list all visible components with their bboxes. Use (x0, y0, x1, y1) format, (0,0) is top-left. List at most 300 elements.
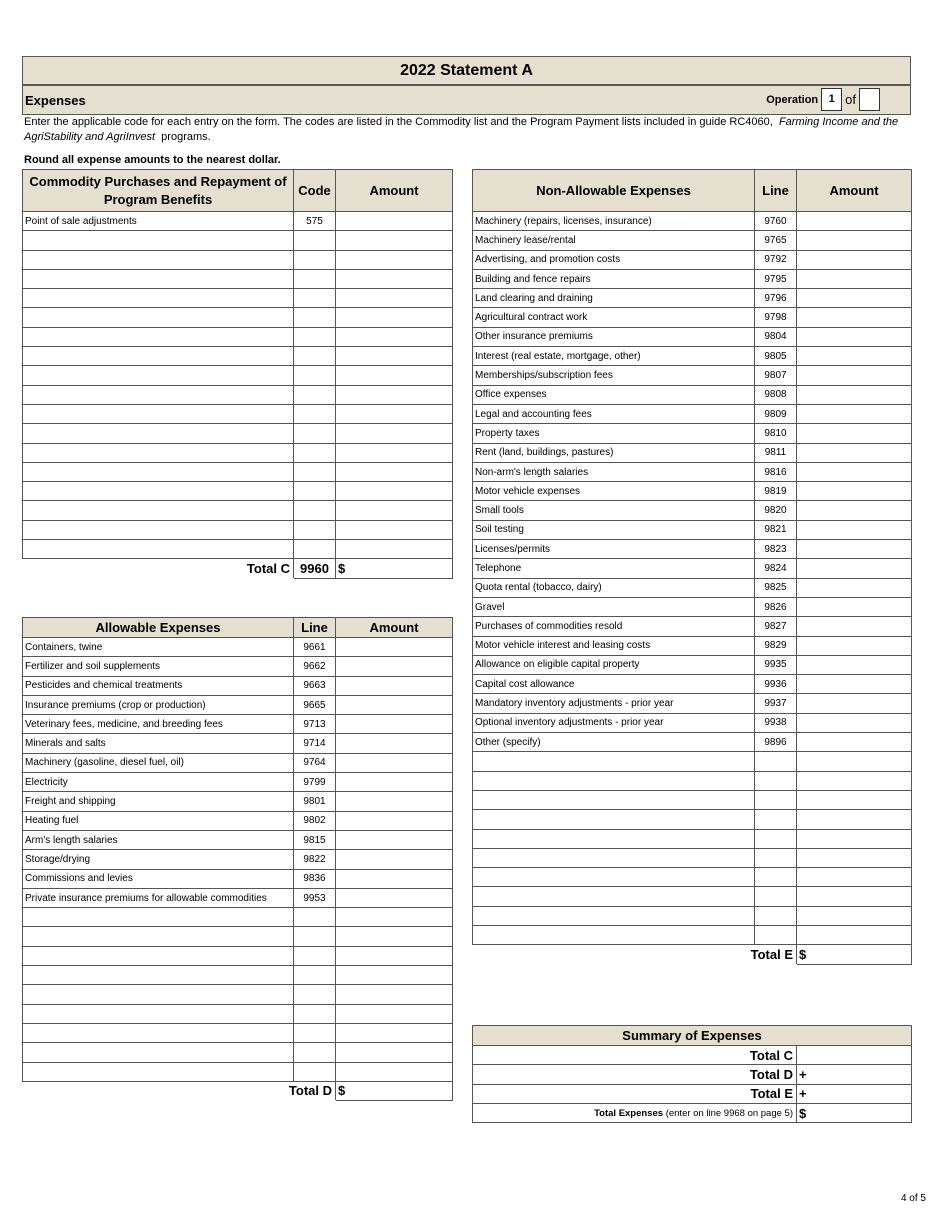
summary-total-row (473, 1103, 912, 1122)
summary-row (473, 1046, 912, 1065)
commodity-row (23, 308, 453, 327)
allowable-amount-field[interactable] (336, 850, 453, 869)
non-allowable-amount-field[interactable] (797, 443, 912, 462)
allowable-row (23, 908, 453, 927)
non-allowable-row (473, 810, 912, 829)
commodity-desc-cell[interactable] (23, 347, 294, 366)
allowable-line-cell[interactable] (294, 1062, 336, 1081)
allowable-header-amount: Amount (336, 618, 453, 638)
non-allowable-line-cell: 9824 (755, 559, 797, 578)
commodity-amount-field[interactable] (336, 308, 453, 327)
allowable-desc-cell: Storage/drying (23, 850, 294, 869)
non-allowable-amount-field[interactable] (797, 250, 912, 269)
allowable-header-desc: Allowable Expenses (23, 618, 294, 638)
commodity-amount-field[interactable] (336, 212, 453, 231)
operation-label: Operation (766, 93, 819, 106)
non-allowable-amount-field[interactable] (797, 578, 912, 597)
non-allowable-row (473, 733, 912, 752)
non-allowable-amount-field[interactable] (797, 713, 912, 732)
commodity-code-cell[interactable] (294, 347, 336, 366)
non-allowable-desc-cell: Building and fence repairs (473, 269, 755, 288)
non-allowable-amount-field[interactable] (797, 385, 912, 404)
commodity-code-cell[interactable] (294, 289, 336, 308)
allowable-desc-cell[interactable] (23, 946, 294, 965)
allowable-desc-cell[interactable] (23, 966, 294, 985)
allowable-row (23, 850, 453, 869)
allowable-amount-field[interactable] (336, 946, 453, 965)
allowable-line-cell: 9665 (294, 695, 336, 714)
non-allowable-amount-field[interactable] (797, 347, 912, 366)
section-label: Expenses (25, 93, 86, 108)
allowable-amount-field[interactable] (336, 1043, 453, 1062)
non-allowable-desc-cell: Quota rental (tobacco, dairy) (473, 578, 755, 597)
commodity-code-cell[interactable] (294, 404, 336, 423)
allowable-row (23, 888, 453, 907)
commodity-row (23, 501, 453, 520)
commodity-amount-field[interactable] (336, 501, 453, 520)
commodity-desc-cell[interactable] (23, 385, 294, 404)
non-allowable-desc-cell: Motor vehicle interest and leasing costs (473, 636, 755, 655)
non-allowable-row (473, 655, 912, 674)
commodity-amount-field[interactable] (336, 540, 453, 559)
non-allowable-line-cell: 9935 (755, 655, 797, 674)
allowable-line-cell[interactable] (294, 985, 336, 1004)
allowable-row (23, 638, 453, 657)
non-allowable-amount-field[interactable] (797, 655, 912, 674)
allowable-amount-field[interactable] (336, 888, 453, 907)
allowable-desc-cell: Freight and shipping (23, 792, 294, 811)
total-c-label: Total C (23, 559, 294, 578)
commodity-amount-field[interactable] (336, 404, 453, 423)
allowable-row (23, 869, 453, 888)
summary-amount-field[interactable]: + (797, 1084, 912, 1103)
commodity-header-amount: Amount (336, 170, 453, 212)
allowable-line-cell: 9822 (294, 850, 336, 869)
allowable-line-cell[interactable] (294, 1023, 336, 1042)
summary-amount-field[interactable] (797, 1046, 912, 1065)
summary-label: Total E (473, 1084, 797, 1103)
non-allowable-amount-field[interactable] (797, 597, 912, 616)
commodity-amount-field[interactable] (336, 250, 453, 269)
non-allowable-amount-field[interactable] (797, 520, 912, 539)
non-allowable-desc-cell[interactable] (473, 771, 755, 790)
non-allowable-amount-field[interactable] (797, 404, 912, 423)
commodity-desc-cell[interactable] (23, 308, 294, 327)
non-allowable-desc-cell: Optional inventory adjustments - prior year (473, 713, 755, 732)
non-allowable-desc-cell: Interest (real estate, mortgage, other) (473, 347, 755, 366)
non-allowable-row (473, 404, 912, 423)
allowable-row (23, 966, 453, 985)
commodity-row (23, 482, 453, 501)
allowable-amount-field[interactable] (336, 676, 453, 695)
non-allowable-amount-field[interactable] (797, 231, 912, 250)
non-allowable-row (473, 482, 912, 501)
non-allowable-desc-cell[interactable] (473, 906, 755, 925)
commodity-row (23, 540, 453, 559)
allowable-row (23, 830, 453, 849)
summary-label: Total C (473, 1046, 797, 1065)
allowable-desc-cell[interactable] (23, 1004, 294, 1023)
commodity-code-cell[interactable] (294, 520, 336, 539)
commodity-row (23, 443, 453, 462)
non-allowable-desc-cell: Land clearing and draining (473, 289, 755, 308)
non-allowable-amount-field[interactable] (797, 327, 912, 346)
non-allowable-desc-cell: Small tools (473, 501, 755, 520)
allowable-amount-field[interactable] (336, 985, 453, 1004)
non-allowable-desc-cell[interactable] (473, 790, 755, 809)
allowable-amount-field[interactable] (336, 1023, 453, 1042)
allowable-line-cell[interactable] (294, 1004, 336, 1023)
summary-table (472, 1025, 912, 1123)
non-allowable-line-cell: 9795 (755, 269, 797, 288)
total-d-row (23, 1081, 453, 1100)
non-allowable-row (473, 636, 912, 655)
non-allowable-row (473, 829, 912, 848)
non-allowable-line-cell: 9936 (755, 675, 797, 694)
non-allowable-amount-field[interactable] (797, 424, 912, 443)
non-allowable-amount-field[interactable] (797, 289, 912, 308)
allowable-row (23, 715, 453, 734)
commodity-code-cell[interactable] (294, 231, 336, 250)
commodity-row (23, 462, 453, 481)
allowable-line-cell: 9663 (294, 676, 336, 695)
allowable-row (23, 676, 453, 695)
allowable-header-line: Line (294, 618, 336, 638)
commodity-row (23, 424, 453, 443)
non-allowable-desc-cell[interactable] (473, 868, 755, 887)
non-allowable-amount-field[interactable] (797, 675, 912, 694)
non-allowable-amount-field[interactable] (797, 810, 912, 829)
allowable-line-cell[interactable] (294, 908, 336, 927)
commodity-desc-cell[interactable] (23, 231, 294, 250)
instructions-text: Enter the applicable code for each entry on the form. The codes are listed in the Commodity list and the Program Payment lists included in guide RC4060, (24, 116, 773, 128)
allowable-desc-cell[interactable] (23, 1062, 294, 1081)
allowable-amount-field[interactable] (336, 927, 453, 946)
commodity-row (23, 269, 453, 288)
non-allowable-desc-cell: Purchases of commodities resold (473, 617, 755, 636)
allowable-row (23, 753, 453, 772)
commodity-row (23, 212, 453, 231)
page-number: 4 of 5 (900, 1193, 926, 1204)
non-allowable-line-cell: 9937 (755, 694, 797, 713)
allowable-amount-field[interactable] (336, 695, 453, 714)
operation-group (766, 88, 880, 111)
non-allowable-line-cell: 9807 (755, 366, 797, 385)
allowable-row (23, 695, 453, 714)
commodity-code-cell[interactable] (294, 269, 336, 288)
commodity-desc-cell[interactable] (23, 289, 294, 308)
non-allowable-row (473, 269, 912, 288)
allowable-desc-cell: Arm's length salaries (23, 830, 294, 849)
non-allowable-amount-field[interactable] (797, 868, 912, 887)
allowable-row (23, 1043, 453, 1062)
commodity-row (23, 347, 453, 366)
total-expenses-label-note: (enter on line 9968 on page 5) (663, 1107, 793, 1119)
allowable-amount-field[interactable] (336, 1062, 453, 1081)
non-allowable-line-cell: 9823 (755, 540, 797, 559)
commodity-amount-field[interactable] (336, 269, 453, 288)
non-allowable-desc-cell[interactable] (473, 925, 755, 944)
total-expenses-label-bold: Total Expenses (594, 1107, 664, 1119)
allowable-amount-field[interactable] (336, 811, 453, 830)
non-allowable-line-cell[interactable] (755, 925, 797, 944)
total-c-code: 9960 (294, 559, 336, 578)
commodity-desc-cell[interactable] (23, 366, 294, 385)
non-allowable-desc-cell: Allowance on eligible capital property (473, 655, 755, 674)
commodity-desc-cell[interactable] (23, 482, 294, 501)
allowable-line-cell[interactable] (294, 966, 336, 985)
non-allowable-line-cell: 9796 (755, 289, 797, 308)
commodity-code-cell[interactable] (294, 366, 336, 385)
non-allowable-line-cell: 9827 (755, 617, 797, 636)
summary-amount-field[interactable]: + (797, 1065, 912, 1084)
commodity-code-cell[interactable] (294, 482, 336, 501)
operation-number-field[interactable]: 1 (821, 88, 842, 111)
commodity-desc-cell[interactable] (23, 520, 294, 539)
non-allowable-header-line: Line (755, 170, 797, 212)
commodity-header-code: Code (294, 170, 336, 212)
total-d-amount-field[interactable]: $ (336, 1081, 453, 1100)
non-allowable-amount-field[interactable] (797, 366, 912, 385)
commodity-desc-cell[interactable] (23, 404, 294, 423)
allowable-line-cell: 9953 (294, 888, 336, 907)
non-allowable-amount-field[interactable] (797, 752, 912, 771)
non-allowable-desc-cell[interactable] (473, 887, 755, 906)
non-allowable-desc-cell: Legal and accounting fees (473, 404, 755, 423)
allowable-amount-field[interactable] (336, 734, 453, 753)
commodity-code-cell: 575 (294, 212, 336, 231)
non-allowable-line-cell[interactable] (755, 848, 797, 867)
non-allowable-amount-field[interactable] (797, 848, 912, 867)
non-allowable-line-cell[interactable] (755, 887, 797, 906)
allowable-line-cell[interactable] (294, 927, 336, 946)
allowable-amount-field[interactable] (336, 715, 453, 734)
non-allowable-row (473, 366, 912, 385)
total-c-row (23, 559, 453, 578)
commodity-desc-cell[interactable] (23, 501, 294, 520)
allowable-row (23, 1023, 453, 1042)
non-allowable-desc-cell[interactable] (473, 810, 755, 829)
non-allowable-amount-field[interactable] (797, 887, 912, 906)
allowable-desc-cell[interactable] (23, 908, 294, 927)
non-allowable-row (473, 887, 912, 906)
allowable-amount-field[interactable] (336, 773, 453, 792)
non-allowable-amount-field[interactable] (797, 540, 912, 559)
commodity-row (23, 404, 453, 423)
non-allowable-line-cell[interactable] (755, 810, 797, 829)
non-allowable-amount-field[interactable] (797, 617, 912, 636)
commodity-amount-field[interactable] (336, 482, 453, 501)
allowable-line-cell[interactable] (294, 1043, 336, 1062)
non-allowable-line-cell[interactable] (755, 752, 797, 771)
non-allowable-amount-field[interactable] (797, 906, 912, 925)
non-allowable-amount-field[interactable] (797, 482, 912, 501)
commodity-amount-field[interactable] (336, 366, 453, 385)
commodity-amount-field[interactable] (336, 520, 453, 539)
non-allowable-amount-field[interactable] (797, 559, 912, 578)
allowable-row (23, 734, 453, 753)
allowable-row (23, 946, 453, 965)
non-allowable-desc-cell[interactable] (473, 848, 755, 867)
allowable-row (23, 811, 453, 830)
non-allowable-amount-field[interactable] (797, 771, 912, 790)
guide-title: Farming Income and the AgriStability and AgriInvest (24, 116, 899, 143)
commodity-desc-cell[interactable] (23, 269, 294, 288)
non-allowable-amount-field[interactable] (797, 462, 912, 481)
non-allowable-desc-cell: Gravel (473, 597, 755, 616)
non-allowable-amount-field[interactable] (797, 269, 912, 288)
commodity-code-cell[interactable] (294, 424, 336, 443)
total-d-label: Total D (23, 1081, 336, 1100)
allowable-row (23, 773, 453, 792)
non-allowable-amount-field[interactable] (797, 733, 912, 752)
allowable-desc-cell[interactable] (23, 927, 294, 946)
commodity-code-cell[interactable] (294, 540, 336, 559)
allowable-amount-field[interactable] (336, 869, 453, 888)
operation-total-field[interactable] (859, 88, 880, 111)
allowable-amount-field[interactable] (336, 830, 453, 849)
non-allowable-amount-field[interactable] (797, 501, 912, 520)
non-allowable-line-cell: 9938 (755, 713, 797, 732)
non-allowable-row (473, 559, 912, 578)
commodity-desc-cell[interactable] (23, 327, 294, 346)
non-allowable-line-cell[interactable] (755, 868, 797, 887)
commodity-amount-field[interactable] (336, 385, 453, 404)
commodity-header-desc: Commodity Purchases and Repayment of Program Benefits (23, 170, 294, 212)
allowable-desc-cell: Pesticides and chemical treatments (23, 676, 294, 695)
commodity-amount-field[interactable] (336, 327, 453, 346)
non-allowable-line-cell: 9810 (755, 424, 797, 443)
allowable-amount-field[interactable] (336, 908, 453, 927)
non-allowable-row (473, 617, 912, 636)
non-allowable-desc-cell: Advertising, and promotion costs (473, 250, 755, 269)
non-allowable-desc-cell: Other (specify) (473, 733, 755, 752)
commodity-row (23, 385, 453, 404)
commodity-code-cell[interactable] (294, 462, 336, 481)
commodity-code-cell[interactable] (294, 327, 336, 346)
non-allowable-amount-field[interactable] (797, 694, 912, 713)
allowable-amount-field[interactable] (336, 657, 453, 676)
expenses-header (22, 85, 911, 115)
allowable-table (22, 617, 453, 1101)
allowable-desc-cell: Insurance premiums (crop or production) (23, 695, 294, 714)
allowable-line-cell[interactable] (294, 946, 336, 965)
commodity-amount-field[interactable] (336, 443, 453, 462)
commodity-code-cell[interactable] (294, 501, 336, 520)
non-allowable-amount-field[interactable] (797, 636, 912, 655)
commodity-amount-field[interactable] (336, 289, 453, 308)
non-allowable-row (473, 906, 912, 925)
total-c-amount-field[interactable]: $ (336, 559, 453, 578)
non-allowable-line-cell[interactable] (755, 906, 797, 925)
commodity-desc-cell[interactable] (23, 462, 294, 481)
non-allowable-line-cell[interactable] (755, 790, 797, 809)
allowable-amount-field[interactable] (336, 638, 453, 657)
non-allowable-desc-cell: Property taxes (473, 424, 755, 443)
non-allowable-row (473, 231, 912, 250)
commodity-desc-cell[interactable] (23, 250, 294, 269)
commodity-desc-cell[interactable] (23, 443, 294, 462)
allowable-amount-field[interactable] (336, 792, 453, 811)
non-allowable-row (473, 675, 912, 694)
commodity-amount-field[interactable] (336, 462, 453, 481)
allowable-desc-cell: Veterinary fees, medicine, and breeding fees (23, 715, 294, 734)
allowable-desc-cell[interactable] (23, 1023, 294, 1042)
non-allowable-row (473, 462, 912, 481)
non-allowable-desc-cell[interactable] (473, 829, 755, 848)
non-allowable-row (473, 597, 912, 616)
total-e-amount-field[interactable]: $ (797, 945, 912, 964)
non-allowable-desc-cell: Capital cost allowance (473, 675, 755, 694)
allowable-desc-cell: Heating fuel (23, 811, 294, 830)
non-allowable-row (473, 501, 912, 520)
non-allowable-line-cell[interactable] (755, 829, 797, 848)
commodity-amount-field[interactable] (336, 424, 453, 443)
non-allowable-desc-cell: Machinery (repairs, licenses, insurance) (473, 212, 755, 231)
allowable-row (23, 985, 453, 1004)
allowable-line-cell: 9713 (294, 715, 336, 734)
allowable-line-cell: 9802 (294, 811, 336, 830)
allowable-desc-cell[interactable] (23, 985, 294, 1004)
commodity-code-cell[interactable] (294, 385, 336, 404)
non-allowable-row (473, 868, 912, 887)
allowable-amount-field[interactable] (336, 1004, 453, 1023)
non-allowable-line-cell: 9808 (755, 385, 797, 404)
allowable-desc-cell[interactable] (23, 1043, 294, 1062)
non-allowable-row (473, 790, 912, 809)
total-expenses-amount-field[interactable]: $ (797, 1103, 912, 1122)
commodity-amount-field[interactable] (336, 231, 453, 250)
non-allowable-line-cell[interactable] (755, 771, 797, 790)
non-allowable-desc-cell[interactable] (473, 752, 755, 771)
commodity-desc-cell[interactable] (23, 424, 294, 443)
non-allowable-line-cell: 9821 (755, 520, 797, 539)
allowable-amount-field[interactable] (336, 966, 453, 985)
commodity-code-cell[interactable] (294, 250, 336, 269)
non-allowable-row (473, 289, 912, 308)
non-allowable-amount-field[interactable] (797, 308, 912, 327)
non-allowable-row (473, 540, 912, 559)
non-allowable-amount-field[interactable] (797, 829, 912, 848)
commodity-desc-cell: Point of sale adjustments (23, 212, 294, 231)
non-allowable-table (472, 169, 912, 965)
total-expenses-label (473, 1103, 797, 1122)
commodity-code-cell[interactable] (294, 443, 336, 462)
non-allowable-amount-field[interactable] (797, 925, 912, 944)
commodity-amount-field[interactable] (336, 347, 453, 366)
commodity-desc-cell[interactable] (23, 540, 294, 559)
non-allowable-line-cell: 9820 (755, 501, 797, 520)
total-e-label: Total E (473, 945, 797, 964)
allowable-line-cell: 9836 (294, 869, 336, 888)
non-allowable-row (473, 578, 912, 597)
non-allowable-row (473, 327, 912, 346)
summary-label: Total D (473, 1065, 797, 1084)
non-allowable-amount-field[interactable] (797, 790, 912, 809)
non-allowable-amount-field[interactable] (797, 212, 912, 231)
allowable-desc-cell: Fertilizer and soil supplements (23, 657, 294, 676)
allowable-line-cell: 9764 (294, 753, 336, 772)
allowable-amount-field[interactable] (336, 753, 453, 772)
commodity-code-cell[interactable] (294, 308, 336, 327)
instructions (24, 115, 909, 145)
allowable-desc-cell: Electricity (23, 773, 294, 792)
commodity-row (23, 366, 453, 385)
non-allowable-row (473, 848, 912, 867)
commodity-row (23, 231, 453, 250)
non-allowable-desc-cell: Office expenses (473, 385, 755, 404)
allowable-line-cell: 9801 (294, 792, 336, 811)
